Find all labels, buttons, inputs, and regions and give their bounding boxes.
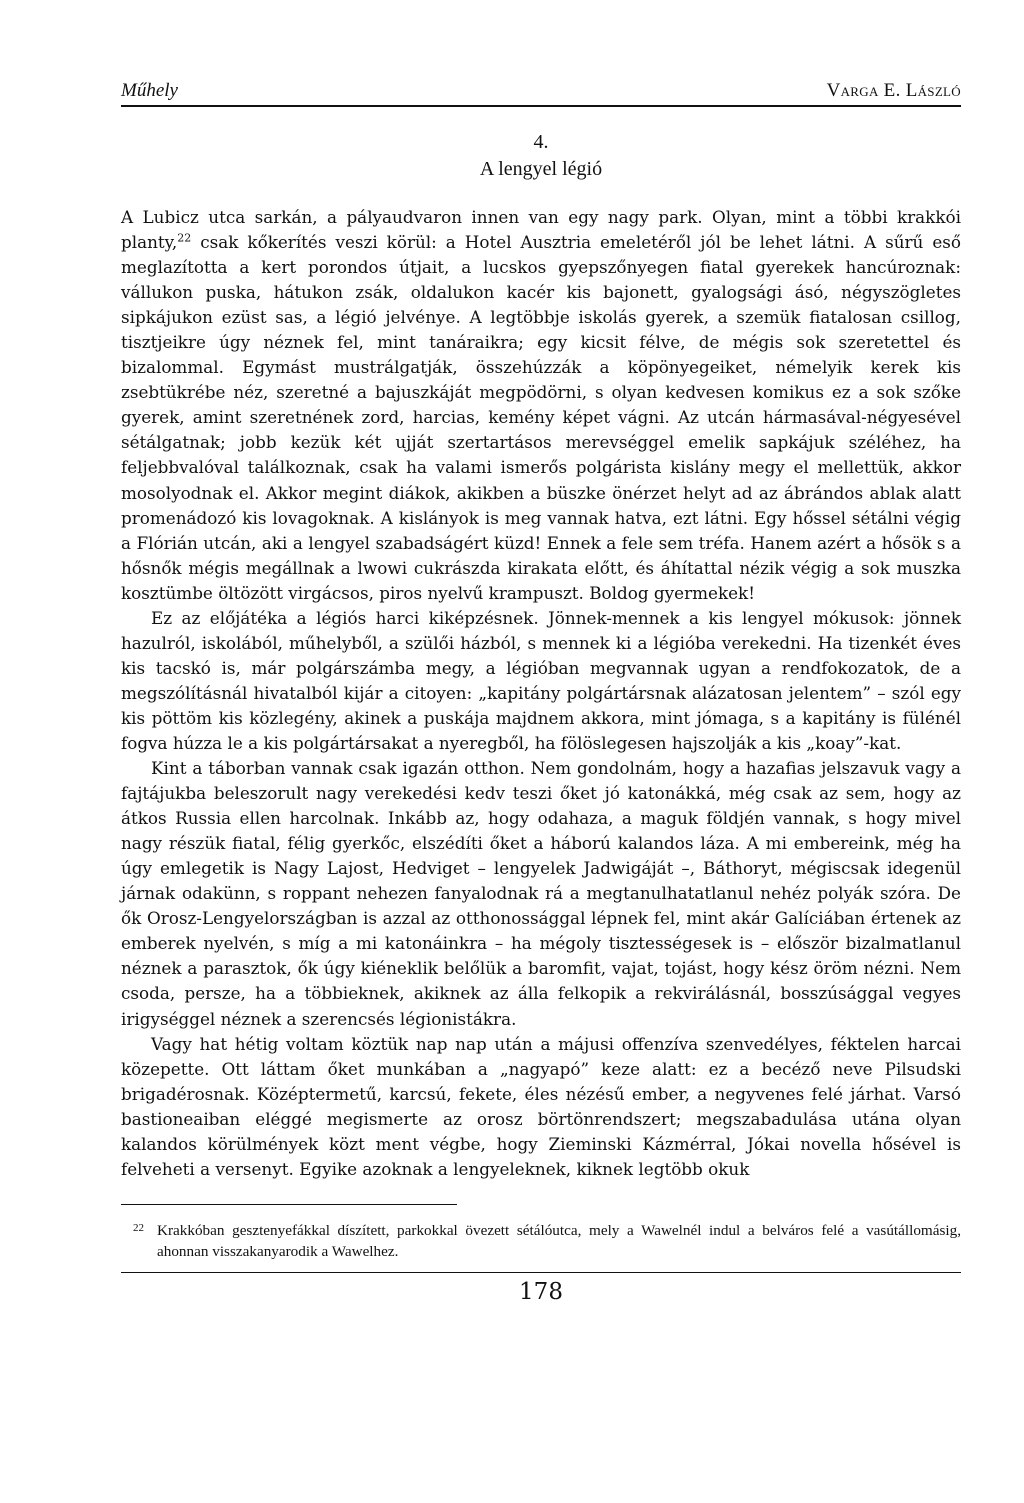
bottom-divider [121,1272,961,1273]
chapter-number: 4. [533,131,549,153]
footnote-reference[interactable]: 22 [177,231,192,245]
footnote-mark: 22 [133,1221,144,1234]
paragraph: Ez az előjátéka a légiós harci kiképzésnek. Jönnek-mennek a kis lengyel mókusok: jönnek hazulról, iskolából, műhelyből, a szülői házból, s mennek ki a légióba verekedni. Ha tizenkét éves kis tacskó is, már polgárszámba megy, a légióban megvannak ugyan a rendfokozatok, de a megszólításnál hivatalból kijár a citoyen: „kapitány polgártársnak alázatosan jelentem” – szól egy kis pöttöm kis közlegény, akinek a puskája majdnem akkora, mint jómaga, s a kapitány is fülénél fogva húzza le a kis polgártársakat a nyeregből, ha fölöslegesen hajszolják a kis „koay”-kat. [121,607,961,753]
running-head [121,80,961,107]
paragraph: Kint a táborban vannak csak igazán otthon. Nem gondolnám, hogy a hazafias jelszavuk vagy a fajtájukba beleszorult nagy verekedési kedv teszi őket jó katonákká, még csak az sem, hogy az átkos Russia ellen harcolnak. Inkább az, hogy odahaza, a maguk földjén vannak, s hogy mivel nagy részük fiatal, félig gyerkőc, elszédíti őket a háború kalandos láza. A mi embereink, még ha úgy emlegetik is Nagy Lajost, Hedviget – lengyelek Jadwigáját –, Báthoryt, mégiscsak idegenül járnak odakünn, s roppant nehezen fanyalodnak rá a megtanulhatatlanul nehéz polyák szóra. De ők Orosz-Lengyelországban is azzal az otthonossággal lépnek fel, mint akár Galíciában értenek az emberek nyelvén, s míg a mi katonáinkra – ha mégoly tisztességesek is – először bizalmatlanul néznek a parasztok, ők úgy kiéneklik belőlük a baromfit, vajat, tojást, hogy kész öröm nézni. Nem csoda, persze, ha a többieknek, akiknek az álla felkopik a rekvirálásnál, bosszúsággal vegyes irigységgel néznek a szerencsés légionistákra. [121,758,961,1029]
footnote [121,1220,961,1262]
paragraph-text: A Lubicz utca sarkán, a pályaudvaron innen van egy nagy park. Olyan, mint a többi krakkói planty, [121,207,961,253]
book-page [121,80,961,1305]
author-name: Varga E. László [826,80,961,101]
footnote-text: Krakkóban gesztenyefákkal díszített, parkokkal övezett sétálóutca, mely a Wawelnél indul a belváros felé a vasútállomásig, ahonnan visszakanyarodik a Wawelhez. [157,1221,961,1260]
chapter-title: A lengyel légió [479,158,603,180]
paragraph [121,205,961,606]
paragraph-text: csak kőkerítés veszi körül: a Hotel Ausztria emeletéről jól be lehet látni. A sűrű eső meglazította a kert porondos útjait, a lucskos gyepszőnyegen fiatal gyerekek hancúroznak: vállukon puska, hátukon zsák, oldalukon kacér kis bajonett, gyalogsági ásó, négyszögletes sipkájukon ezüst sas, a légió jelvénye. A legtöbbje iskolás gyerek, a szemük fiatalosan csillog, tisztjeikre úgy néznek fel, mint tanáraikra; egy kicsit félve, de mégis sok szeretettel és bizalommal. Egymást mustrálgatják, összehúzzák a köpönyegeiket, némelyik kerek kis zsebtükrébe néz, szeretné a bajuszkáját megpödörni, s olyan kedvesen komikus ez a sok szőke gyerek, amint szeretnének zord, harcias, kemény képet vágni. Az utcán hármasával-négyesével sétálgatnak; jobb kezük két ujját szertartásos merevséggel emelik sapkájuk széléhez, ha feljebbvalóval találkoznak, csak ha valami ismerős polgárista kislány megy el mellettük, akkor mosolyodnak el. Akkor megint diákok, akikben a büszke önérzet helyt ad az ábrándos ablak alatt promenádozó kis lovagoknak. A kislányok is meg vannak hatva, ezt látni. Egy hőssel sétálni végig a Flórián utcán, aki a lengyel szabadságért küzd! Ennek a fele sem tréfa. Hanem azért a hősök s a hősnők mégis megállnak a lwowi cukrászda kirakata előtt, és áhítattal nézik végig a sok muszka kosztümbe öltözött virgácsos, piros nyelvű krampuszt. Boldog gyermekek! [121,232,961,603]
section-title: Műhely [121,80,178,101]
paragraph: Vagy hat hétig voltam köztük nap nap után a májusi offenzíva szenvedélyes, féktelen harcai közepette. Ott láttam őket munkában a „nagyapó” keze alatt: ez a becéző neve Pilsudski brigadérosnak. Középtermetű, karcsú, fekete, éles nézésű ember, a negyvenes felé járhat. Varsó bastioneaiban eléggé megismerte az orosz börtönrendszert; megszabadulása utána olyan kalandos körülmények közt ment végbe, hogy Zieminski Kázmérral, Jókai novella hősével is felveheti a versenyt. Egyike azoknak a lengyeleknek, kiknek legtöbb okuk [121,1033,961,1179]
body-text [121,205,961,1182]
page-number: 178 [519,1278,563,1305]
footnote-divider [121,1204,457,1205]
